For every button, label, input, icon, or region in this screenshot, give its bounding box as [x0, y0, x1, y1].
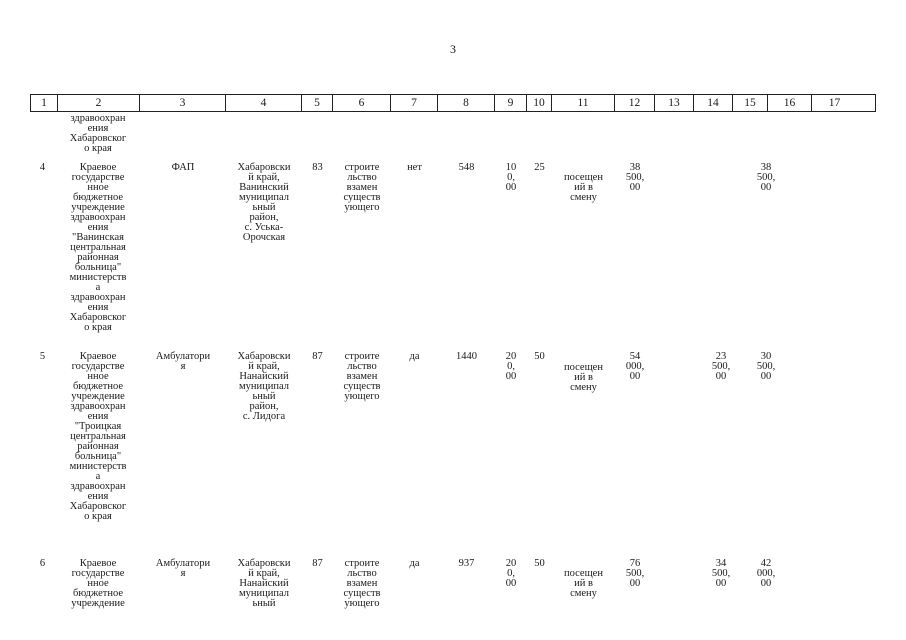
facility-type: Амбулатори я — [155, 558, 211, 579]
col10-value: 50 — [534, 558, 545, 569]
facility-type: Амбулатори я — [155, 351, 211, 372]
page-number: 3 — [450, 42, 456, 56]
col5-value: 87 — [312, 351, 323, 362]
capacity-unit: посещен ий в смену — [564, 362, 603, 393]
header-col-15: 15 — [733, 95, 768, 111]
facility-type: ФАП — [171, 162, 195, 173]
col14-value: 23 500, 00 — [711, 351, 731, 382]
col12-value: 38 500, 00 — [625, 162, 645, 193]
header-col-5: 5 — [302, 95, 333, 111]
col10-value: 25 — [534, 162, 545, 173]
work-type: строите льство взамен существ ующего — [343, 351, 381, 402]
col8-value: 937 — [458, 558, 475, 569]
header-col-14: 14 — [694, 95, 733, 111]
header-col-8: 8 — [438, 95, 495, 111]
header-col-13: 13 — [655, 95, 694, 111]
header-col-9: 9 — [495, 95, 527, 111]
col8-value: 548 — [458, 162, 475, 173]
col7-value: да — [409, 351, 420, 362]
col5-value: 83 — [312, 162, 323, 173]
col7-value: нет — [407, 162, 422, 173]
row-number: 6 — [39, 558, 46, 569]
header-col-4: 4 — [226, 95, 302, 111]
header-col-10: 10 — [527, 95, 552, 111]
col14-value: 34 500, 00 — [711, 558, 731, 589]
col10-value: 50 — [534, 351, 545, 362]
header-col-2: 2 — [58, 95, 140, 111]
work-type: строите льство взамен существ ующего — [343, 162, 381, 213]
org-name: Краевое государстве нное бюджетное учреждение — [71, 558, 125, 609]
header-col-11: 11 — [552, 95, 615, 111]
table-header-row — [30, 94, 876, 112]
org-name: Краевое государстве нное бюджетное учреждение здравоохран ения "Троицкая центральная районная больница" министерств а здравоохран ения Хабаровског о края — [69, 351, 127, 522]
col8-value: 1440 — [456, 351, 477, 362]
col15-value: 42 000, 00 — [756, 558, 776, 589]
capacity-unit: посещен ий в смену — [564, 568, 603, 599]
header-col-12: 12 — [615, 95, 655, 111]
col12-value: 76 500, 00 — [625, 558, 645, 589]
col15-value: 38 500, 00 — [756, 162, 776, 193]
row-number: 4 — [39, 162, 46, 173]
capacity-unit: посещен ий в смену — [564, 172, 603, 203]
location: Хабаровски й край, Нанайский муниципал ьный район, с. Лидога — [237, 351, 291, 422]
header-col-3: 3 — [140, 95, 226, 111]
col5-value: 87 — [312, 558, 323, 569]
header-col-6: 6 — [333, 95, 391, 111]
work-type: строите льство взамен существ ующего — [343, 558, 381, 609]
col12-value: 54 000, 00 — [625, 351, 645, 382]
org-name: Краевое государстве нное бюджетное учреждение здравоохран ения "Ванинская центральная районная больница" министерств а здравоохран ения Хабаровског о края — [69, 162, 127, 333]
location: Хабаровски й край, Ванинский муниципал ьный район, с. Уська- Орочская — [237, 162, 291, 243]
row-number: 5 — [39, 351, 46, 362]
header-col-16: 16 — [768, 95, 812, 111]
carry-over-org: здравоохран ения Хабаровског о края — [69, 113, 127, 154]
header-col-17: 17 — [828, 97, 841, 109]
col15-value: 30 500, 00 — [756, 351, 776, 382]
location: Хабаровски й край, Нанайский муниципал ьный — [237, 558, 291, 609]
col7-value: да — [409, 558, 420, 569]
header-col-1: 1 — [31, 95, 58, 111]
col9-value: 10 0, 00 — [505, 162, 517, 193]
header-col-7: 7 — [391, 95, 438, 111]
col9-value: 20 0, 00 — [505, 351, 517, 382]
col9-value: 20 0, 00 — [505, 558, 517, 589]
